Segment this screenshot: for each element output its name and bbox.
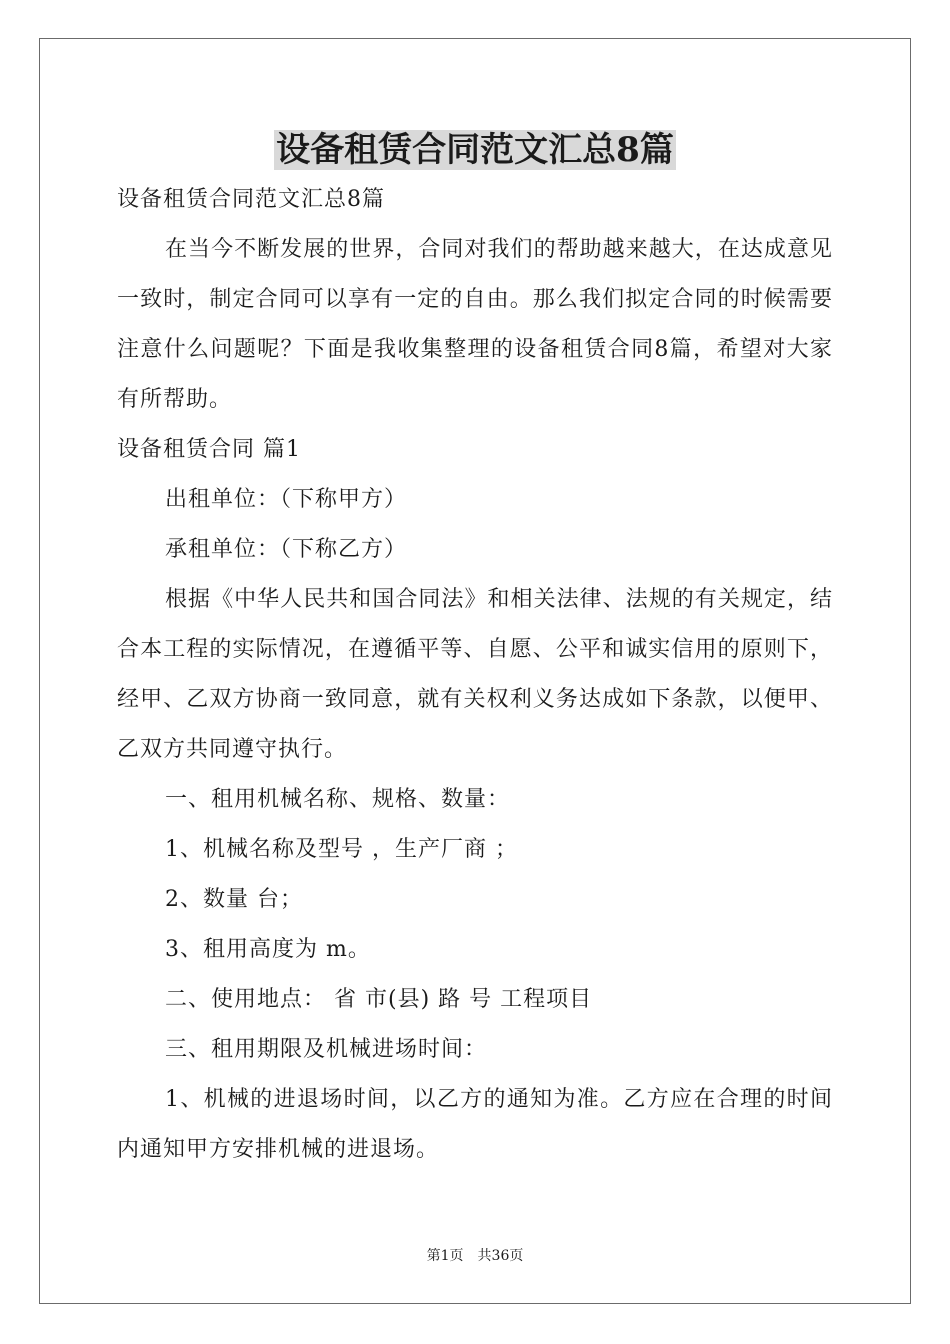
document-title-text: 设备租赁合同范文汇总8篇 — [276, 130, 674, 170]
lessor-line: 出租单位：（下称甲方） — [165, 487, 408, 512]
clause-item: 2、数量 台； — [165, 887, 303, 912]
page-total: 共36页 — [477, 1248, 524, 1264]
preamble-paragraph: 根据《中华人民共和国合同法》和相关法律、法规的有关规定，结合本工程的实际情况，在遵循平等、自愿、公平和诚实信用的原则下，经甲、乙双方协商一致同意，就有关权利义务达成如下条款，以便甲、乙双方共同遵守执行。 — [117, 587, 833, 762]
lessee-line: 承租单位：（下称乙方） — [165, 537, 408, 562]
clause-heading-3: 三、租用期限及机械进场时间： — [165, 1037, 488, 1062]
document-title — [0, 122, 950, 178]
subtitle-line: 设备租赁合同范文汇总8篇 — [117, 187, 385, 212]
clause-item: 1、机械的进退场时间，以乙方的通知为准。乙方应在合理的时间内通知甲方安排机械的进退场。 — [117, 1087, 833, 1162]
clause-item: 1、机械名称及型号 ，生产厂商 ； — [165, 837, 518, 862]
page-number: 第1页 — [426, 1248, 464, 1264]
clause-item: 3、租用高度为 m。 — [165, 937, 371, 962]
document-body — [117, 175, 833, 1175]
intro-paragraph: 在当今不断发展的世界，合同对我们的帮助越来越大，在达成意见一致时，制定合同可以享有一定的自由。那么我们拟定合同的时候需要注意什么问题呢？下面是我收集整理的设备租赁合同8篇，希望对大家有所帮助。 — [117, 237, 833, 412]
clause-heading-2: 二、使用地点： 省 市(县) 路 号 工程项目 — [165, 987, 593, 1012]
page-footer — [0, 1246, 950, 1266]
section-heading: 设备租赁合同 篇1 — [117, 437, 301, 462]
clause-heading-1: 一、租用机械名称、规格、数量： — [165, 787, 511, 812]
